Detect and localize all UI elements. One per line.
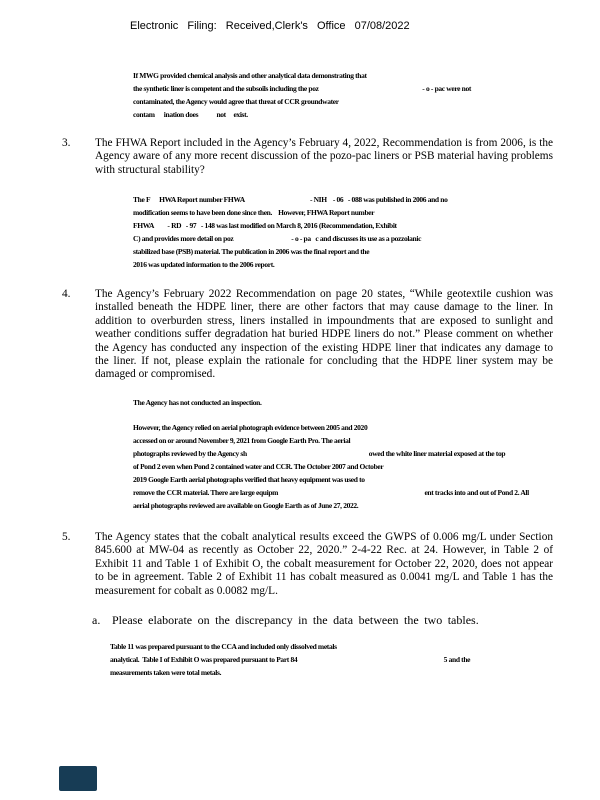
answer-line: 2016 was updated information to the 2006 report.: [133, 260, 275, 269]
answer-line: the synthetic liner is competent and the subsoils including the poz - o - pac were not: [133, 84, 472, 93]
answer-line: If MWG provided chemical analysis and other analytical data demonstrating that: [133, 71, 367, 80]
answer-line: contaminated, the Agency would agree that threat of CCR groundwater: [133, 97, 339, 106]
answer-line: The F HWA Report number FHWA - NIH - 06 - 088 was published in 2006 and no: [133, 195, 448, 204]
answer-line: C) and provides more detail on poz - o - pa c and discusses its use as a pozzolanic: [133, 234, 422, 243]
answer-line: 2019 Google Earth aerial photographs verified that heavy equipment was used to: [133, 475, 365, 484]
answer-line: accessed on or around November 9, 2021 from Google Earth Pro. The aerial: [133, 436, 351, 445]
answer-line: Table 11 was prepared pursuant to the CCA and included only dissolved metals: [110, 642, 337, 651]
question-3-text: The FHWA Report included in the Agency’s February 4, 2022, Recommendation is from 2006, is the Agency aware of any more recent discussion of the pozo-pac liners or PSB material having problems with structural stability?: [95, 137, 553, 176]
bottom-left-marker: [59, 766, 97, 791]
question-number-4: 4.: [62, 288, 71, 300]
answer-block-intro: [133, 69, 471, 121]
answer-line: aerial photographs reviewed are available on Google Earth as of June 27, 2022.: [133, 501, 359, 510]
sub-question-5a-text: Please elaborate on the discrepancy in the data between the two tables.: [112, 613, 479, 627]
answer-line: of Pond 2 even when Pond 2 contained water and CCR. The October 2007 and October: [133, 462, 384, 471]
answer-line: analytical. Table I of Exhibit O was prepared pursuant to Part 84 5 and the: [110, 655, 471, 664]
answer-block-3: [133, 193, 447, 271]
answer-line: stabilized base (PSB) material. The publication in 2006 was the final report and the: [133, 247, 370, 256]
answer-block-4-intro: [133, 396, 262, 409]
answer-block-5a: [110, 640, 470, 679]
filing-header: Electronic Filing: Received,Clerk's Office 07/08/2022: [130, 20, 410, 32]
answer-block-4: [133, 421, 529, 512]
answer-line: remove the CCR material. There are large equipm ent tracks into and out of Pond 2. All: [133, 488, 529, 497]
answer-line: The Agency has not conducted an inspection.: [133, 398, 262, 407]
answer-line: modification seems to have been done since then. However, FHWA Report number: [133, 208, 375, 217]
question-number-5: 5.: [62, 531, 71, 543]
question-number-3: 3.: [62, 137, 71, 149]
answer-line: FHWA - RD - 97 - 148 was last modified on March 8, 2016 (Recommendation, Exhibit: [133, 221, 397, 230]
answer-line: contam ination does not exist.: [133, 110, 248, 119]
question-5-text: The Agency states that the cobalt analytical results exceed the GWPS of 0.006 mg/L under Section 845.600 at MW-04 as recently as October 22, 2020.” 2-4-22 Rec. at 24. However, in Table 2 of Exhibit 11 and Table 1 of Exhibit O, the cobalt measurement for October 22, 2020, does not appear to be in agreement. Table 2 of Exhibit 11 has cobalt measured as 0.0041 mg/L and Table 1 has the measurement for cobalt as 0.0082 mg/L.: [95, 531, 553, 597]
question-4-text: The Agency’s February 2022 Recommendation on page 20 states, “While geotextile cushion was installed beneath the HDPE liner, there are other factors that may cause damage to the liner. In addition to overburden stress, liners installed in impoundments that are exposed to sunlight and weather conditions suffer degradation hat buried HDPE liners do not.” Please comment on whether the Agency has conducted any inspection of the existing HDPE liner that indicates any damage to the liner. If not, please explain the rationale for concluding that the HDPE liner system may be damaged or compromised.: [95, 288, 553, 381]
answer-line: photographs reviewed by the Agency sh owed the white liner material exposed at the top: [133, 449, 506, 458]
answer-line: However, the Agency relied on aerial photograph evidence between 2005 and 2020: [133, 423, 368, 432]
sub-question-letter: a.: [92, 613, 101, 627]
answer-line: measurements taken were total metals.: [110, 668, 222, 677]
